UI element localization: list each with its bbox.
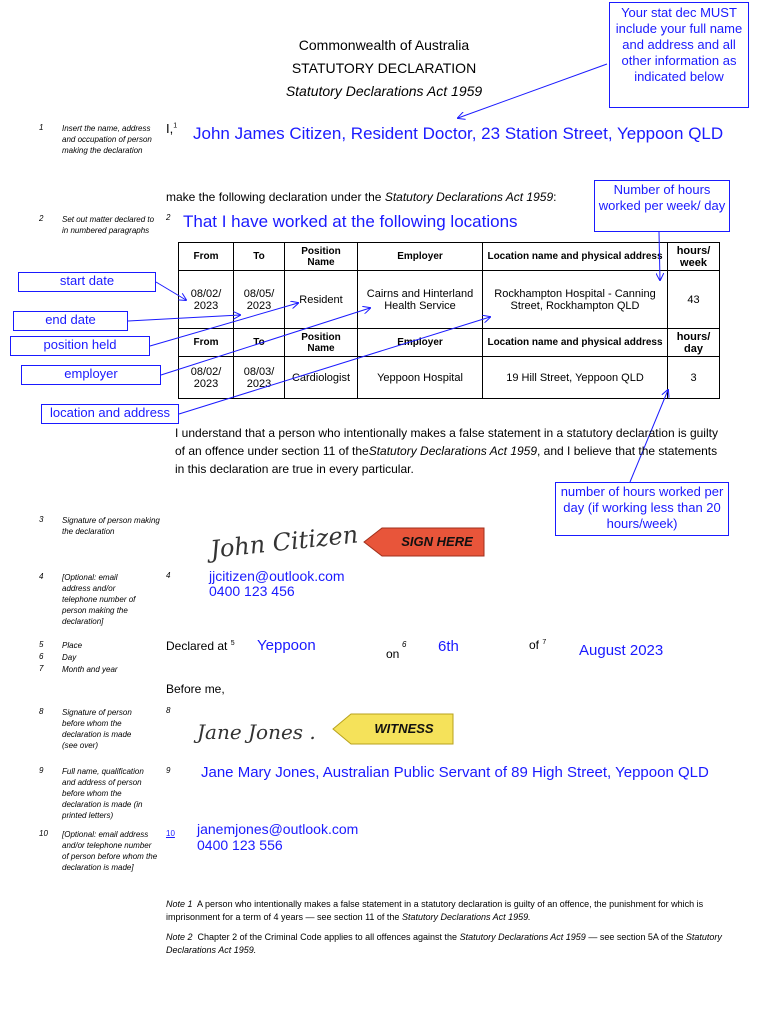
arrow-end-date	[128, 315, 240, 321]
witness-name-sup: 9	[166, 766, 171, 775]
side-note-9: Full name, qualification and address of person before whom the declaration is made (in printed letters)	[62, 767, 144, 820]
cell-position: Cardiologist	[285, 357, 358, 399]
th-position-2: Position Name	[285, 329, 358, 357]
witness-email[interactable]: janemjones@outlook.com	[197, 821, 359, 837]
annotation-employer: employer	[21, 365, 161, 385]
note-1: Note 1 A person who intentionally makes a false statement in a statutory declaration is guilty of an offence, the punishment for which is imprisonment for a term of 4 years — see section 11 of the Statutory Declarations Act 1959.	[166, 899, 704, 922]
annotation-position-held: position held	[10, 336, 150, 356]
side-num-5: 5	[39, 640, 44, 649]
before-me: Before me,	[166, 682, 225, 696]
side-num-7: 7	[39, 664, 44, 673]
side-note-3: Signature of person making the declaration	[62, 516, 160, 536]
witness-name[interactable]: Jane Mary Jones, Australian Public Servant of 89 High Street, Yeppoon QLD	[201, 764, 709, 781]
arrow-location	[179, 317, 490, 414]
declared-on: on	[386, 647, 400, 661]
declared-sup6: 6	[402, 640, 407, 649]
side-note-7: Month and year	[62, 665, 118, 674]
declarant-signature[interactable]: John Citizen	[208, 520, 360, 564]
declarant-prefix: I,$^1$	[166, 121, 178, 136]
cell-employer: Yeppoon Hospital	[358, 357, 483, 399]
contact-sup: 4	[166, 571, 171, 580]
cell-from: 08/02/ 2023	[179, 357, 234, 399]
th-to-2: To	[234, 329, 285, 357]
side-note-2: Set out matter declared to in numbered paragraphs	[62, 215, 155, 235]
sign-here-label: SIGN HERE	[401, 534, 473, 549]
th-hours-day: hours/ day	[668, 329, 720, 357]
cell-from: 08/02/ 2023	[179, 271, 234, 329]
sign-here-tag	[362, 527, 486, 557]
witness-tag	[331, 713, 455, 745]
side-num-1: 1	[39, 123, 44, 132]
annotation-hours-day: number of hours worked per day (if working less than 20 hours/week)	[555, 482, 729, 536]
th-employer: Employer	[358, 243, 483, 271]
side-num-9: 9	[39, 766, 44, 775]
form-act: Statutory Declarations Act 1959	[285, 83, 483, 99]
side-num-8: 8	[39, 707, 44, 716]
witness-phone[interactable]: 0400 123 556	[197, 837, 283, 853]
side-note-4: [Optional: email address and/or telephone number of person making the declaration]	[62, 573, 136, 626]
arrow-hours-week	[659, 232, 660, 280]
side-num-2: 2	[39, 214, 44, 223]
th-location-2: Location name and physical address	[483, 329, 668, 357]
arrow-top-note	[458, 64, 607, 118]
th-location: Location name and physical address	[483, 243, 668, 271]
witness-contact-sup: 10	[166, 829, 175, 838]
th-position: Position Name	[285, 243, 358, 271]
witness-sup: 8	[166, 706, 171, 715]
cell-location: Rockhampton Hospital - Canning Street, Rockhampton QLD	[483, 271, 668, 329]
witness-signature[interactable]: Jane Jones .	[197, 720, 316, 744]
side-note-8: Signature of person before whom the declaration is made (see over)	[62, 708, 132, 750]
side-num-10: 10	[39, 829, 48, 838]
understand-paragraph: I understand that a person who intentionally makes a false statement in a statutory declaration is guilty of an offence under section 11 of theStatutory Declarations Act 1959, and I believe that the statements in this declaration are true in every particular.	[175, 426, 718, 476]
th-to: To	[234, 243, 285, 271]
declared-place[interactable]: Yeppoon	[257, 637, 316, 654]
declared-of: of $^7$	[529, 638, 547, 652]
th-employer-2: Employer	[358, 329, 483, 357]
side-note-1: Insert the name, address and occupation of person making the declaration	[62, 124, 152, 155]
side-num-6: 6	[39, 652, 44, 661]
declarant-email[interactable]: jjcitizen@outlook.com	[209, 568, 345, 584]
side-note-10: [Optional: email address and/or telephone number of person before whom the declaration is made]	[62, 830, 158, 872]
annotation-start-date: start date	[18, 272, 156, 292]
note-2: Note 2 Chapter 2 of the Criminal Code applies to all offences against the Statutory Declarations Act 1959 — see section 5A of the Statutory Declarations Act 1959.	[166, 932, 722, 955]
cell-to: 08/03/ 2023	[234, 357, 285, 399]
th-hours-week: hours/ week	[668, 243, 720, 271]
cell-to: 08/05/ 2023	[234, 271, 285, 329]
make-declaration-text: make the following declaration under the Statutory Declarations Act 1959:	[166, 190, 557, 204]
form-title: STATUTORY DECLARATION	[291, 60, 477, 76]
side-note-6: Day	[62, 653, 77, 662]
cell-hours: 43	[668, 271, 720, 329]
cell-position: Resident	[285, 271, 358, 329]
th-from: From	[179, 243, 234, 271]
declared-at-label: Declared at $^5$	[166, 639, 235, 653]
side-num-3: 3	[39, 515, 44, 524]
cell-employer: Cairns and Hinterland Health Service	[358, 271, 483, 329]
arrow-position	[150, 303, 298, 346]
annotation-end-date: end date	[13, 311, 128, 331]
cell-location: 19 Hill Street, Yeppoon QLD	[483, 357, 668, 399]
annotation-location: location and address	[41, 404, 179, 424]
declared-month-year[interactable]: August 2023	[579, 642, 664, 659]
matter-sup: 2	[166, 213, 171, 222]
annotation-top-note: Your stat dec MUST include your full name and address and all other information as indicated below	[609, 2, 749, 108]
side-note-5: Place	[62, 641, 83, 650]
annotation-hours-week: Number of hours worked per week/ day	[594, 180, 730, 232]
cell-hours: 3	[668, 357, 720, 399]
declarant-name[interactable]: John James Citizen, Resident Doctor, 23 Station Street, Yeppoon QLD	[193, 124, 724, 143]
matter-text[interactable]: That I have worked at the following locations	[183, 212, 518, 231]
side-num-4: 4	[39, 572, 44, 581]
form-jurisdiction: Commonwealth of Australia	[298, 37, 470, 53]
arrow-start-date	[156, 282, 186, 300]
declared-day[interactable]: 6th	[438, 638, 459, 655]
declarant-phone[interactable]: 0400 123 456	[209, 583, 295, 599]
witness-label: WITNESS	[374, 721, 434, 736]
th-from-2: From	[179, 329, 234, 357]
